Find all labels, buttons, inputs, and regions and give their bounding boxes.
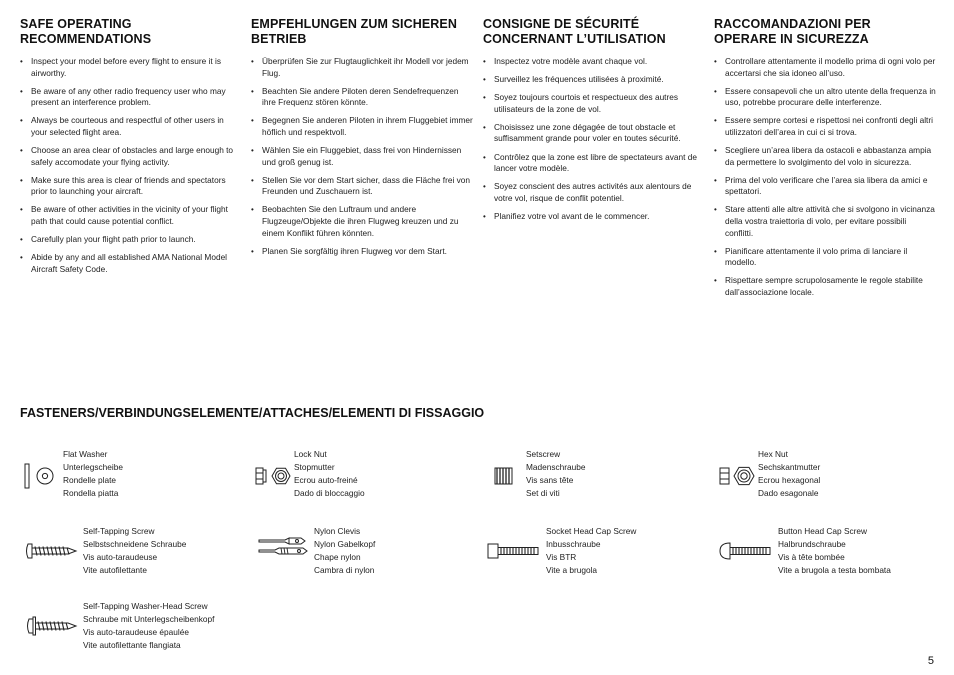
list-item: • Controllare attentamente il modello prima di ogni volo per accertarsi che sia idoneo all’uso. — [714, 56, 936, 79]
list-item: • Stellen Sie vor dem Start sicher, dass die Fläche frei von Freunden und Zuschauern ist. — [251, 175, 473, 198]
fastener-label-de: Stopmutter — [294, 461, 335, 472]
list-item: • Choisissez une zone dégagée de tout obstacle et suffisamment grande pour voler en toutes sécurité. — [483, 122, 705, 145]
fastener-label-en: Socket Head Cap Screw — [546, 526, 637, 536]
fastener-label-en: Self-Tapping Washer-Head Screw — [83, 601, 208, 611]
bullet-list — [483, 56, 705, 223]
list-item: • Make sure this area is clear of friends and spectators prior to launching your aircraft. — [20, 175, 242, 198]
section-title: RACCOMANDAZIONI PER OPERARE IN SICUREZZA — [714, 17, 871, 46]
list-item: • Inspectez votre modèle avant chaque vol. — [483, 56, 705, 68]
list-item: • Inspect your model before every flight to ensure it is airworthy. — [20, 56, 242, 79]
section-consigne — [483, 17, 705, 229]
fastener-label-it: Vite a brugola a testa bombata — [778, 564, 891, 575]
list-item: • Prima del volo verificare che l’area sia libera da amici e spettatori. — [714, 175, 936, 198]
list-item: • Contrôlez que la zone est libre de spectateurs avant de lancer votre modèle. — [483, 152, 705, 175]
fastener-label-en: Lock Nut — [294, 449, 327, 459]
fastener-label-de: Nylon Gabelkopf — [314, 538, 376, 549]
list-item: • Carefully plan your flight path prior to launch. — [20, 234, 242, 246]
list-item: • Stare attenti alle altre attività che si svolgono in vicinanza della vostra traiettoria di volo, per evitare possibili conflitti. — [714, 204, 936, 239]
fastener-label-fr: Rondelle plate — [63, 474, 117, 485]
list-item: • Wählen Sie ein Fluggebiet, dass frei von Hindernissen und groß genug ist. — [251, 145, 473, 168]
section-empfehlungen — [251, 17, 473, 264]
fastener-label-de: Madenschraube — [526, 461, 586, 472]
bullet-list — [714, 56, 936, 299]
fastener-label-it: Set di viti — [526, 487, 560, 498]
fastener-label-en: Flat Washer — [63, 449, 108, 459]
section-title: CONSIGNE DE SÉCURITÉ CONCERNANT L’UTILISATION — [483, 17, 666, 46]
bullet-list — [251, 56, 473, 257]
socket-head-cap-screw-icon — [487, 531, 543, 571]
setscrew-icon — [487, 456, 521, 496]
list-item: • Soyez conscient des autres activités aux alentours de votre vol, risque de conflit potentiel. — [483, 181, 705, 204]
fastener-label-de: Sechskantmutter — [758, 461, 821, 472]
list-item: • Be aware of any other radio frequency user who may present an interference problem. — [20, 86, 242, 109]
list-item: • Rispettare sempre scrupolosamente le regole stabilite dall’associazione locale. — [714, 275, 936, 298]
list-item: • Essere consapevoli che un altro utente della frequenza in uso, potrebbe procurare delle interferenze. — [714, 86, 936, 109]
fastener-label-fr: Vis auto-taraudeuse épaulée — [83, 626, 189, 637]
fastener-label-it: Dado di bloccaggio — [294, 487, 365, 498]
page-number: 5 — [927, 655, 934, 667]
washer-head-screw-icon — [24, 606, 80, 646]
list-item: • Choose an area clear of obstacles and large enough to safely accomodate your flying activity. — [20, 145, 242, 168]
section-raccomandazioni — [714, 17, 936, 305]
fastener-label-de: Schraube mit Unterlegscheibenkopf — [83, 613, 215, 624]
fastener-label-de: Halbrundschraube — [778, 538, 846, 549]
list-item: • Beobachten Sie den Luftraum und andere Flugzeuge/Objekte die ihren Flugweg kreuzen und zu einem Konflikt führen könnten. — [251, 204, 473, 239]
list-item: • Abide by any and all established AMA National Model Aircraft Safety Code. — [20, 252, 242, 275]
nylon-clevis-icon — [255, 529, 311, 573]
fasteners-heading: FASTENERS/VERBINDUNGSELEMENTE/ATTACHES/ELEMENTI DI FISSAGGIO — [20, 406, 485, 420]
section-safe-operating — [20, 17, 242, 282]
flat-washer-icon — [24, 456, 58, 496]
fastener-label-it: Rondella piatta — [63, 487, 119, 498]
fastener-label-fr: Vis à tête bombée — [778, 551, 845, 562]
self-tapping-screw-icon — [24, 531, 80, 571]
fastener-label-fr: Ecrou hexagonal — [758, 474, 821, 485]
section-title: EMPFEHLUNGEN ZUM SICHEREN BETRIEB — [251, 17, 457, 46]
fastener-label-it: Vite autofilettante flangiata — [83, 639, 181, 650]
fastener-label-fr: Vis sans tête — [526, 474, 574, 485]
fastener-label-fr: Vis auto-taraudeuse — [83, 551, 158, 562]
list-item: • Essere sempre cortesi e rispettosi nei confronti degli altri utilizzatori dell’area in cui ci si trova. — [714, 115, 936, 138]
fastener-label-fr: Vis BTR — [546, 551, 577, 562]
fastener-label-en: Button Head Cap Screw — [778, 526, 868, 536]
list-item: • Always be courteous and respectful of other users in your selected flight area. — [20, 115, 242, 138]
hex-nut-icon — [719, 456, 757, 496]
list-item: • Planen Sie sorgfältig ihren Flugweg vor dem Start. — [251, 246, 473, 258]
bullet-list — [20, 56, 242, 275]
list-item: • Scegliere un’area libera da ostacoli e abbastanza ampia da permettere lo svolgimento del volo in sicurezza. — [714, 145, 936, 168]
button-head-cap-screw-icon — [719, 531, 775, 571]
list-item: • Surveillez les fréquences utilisées à proximité. — [483, 74, 705, 86]
section-title: SAFE OPERATING RECOMMENDATIONS — [20, 17, 152, 46]
list-item: • Be aware of other activities in the vicinity of your flight path that could cause potential conflict. — [20, 204, 242, 227]
fastener-label-en: Self-Tapping Screw — [83, 526, 155, 536]
fastener-label-it: Vite autofilettante — [83, 564, 147, 575]
fastener-label-de: Unterlegscheibe — [63, 461, 123, 472]
fastener-label-en: Hex Nut — [758, 449, 788, 459]
fastener-label-de: Inbusschraube — [546, 538, 601, 549]
fastener-label-it: Vite a brugola — [546, 564, 598, 575]
list-item: • Soyez toujours courtois et respectueux des autres utilisateurs de la zone de vol. — [483, 92, 705, 115]
fastener-label-it: Dado esagonale — [758, 487, 819, 498]
fastener-label-de: Selbstschneidene Schraube — [83, 538, 187, 549]
list-item: • Planifiez votre vol avant de le commencer. — [483, 211, 705, 223]
list-item: • Pianificare attentamente il volo prima di lanciare il modello. — [714, 246, 936, 269]
list-item: • Überprüfen Sie zur Flugtauglichkeit ihr Modell vor jedem Flug. — [251, 56, 473, 79]
list-item: • Beachten Sie andere Piloten deren Sendefrequenzen ihre Frequenz stören könnte. — [251, 86, 473, 109]
fastener-label-fr: Ecrou auto-freiné — [294, 474, 358, 485]
fastener-label-en: Nylon Clevis — [314, 526, 361, 536]
fastener-label-fr: Chape nylon — [314, 551, 361, 562]
list-item: • Begegnen Sie anderen Piloten in ihrem Fluggebiet immer höflich und respektvoll. — [251, 115, 473, 138]
fastener-label-en: Setscrew — [526, 449, 561, 459]
fastener-label-it: Cambra di nylon — [314, 564, 375, 575]
lock-nut-icon — [255, 456, 293, 496]
